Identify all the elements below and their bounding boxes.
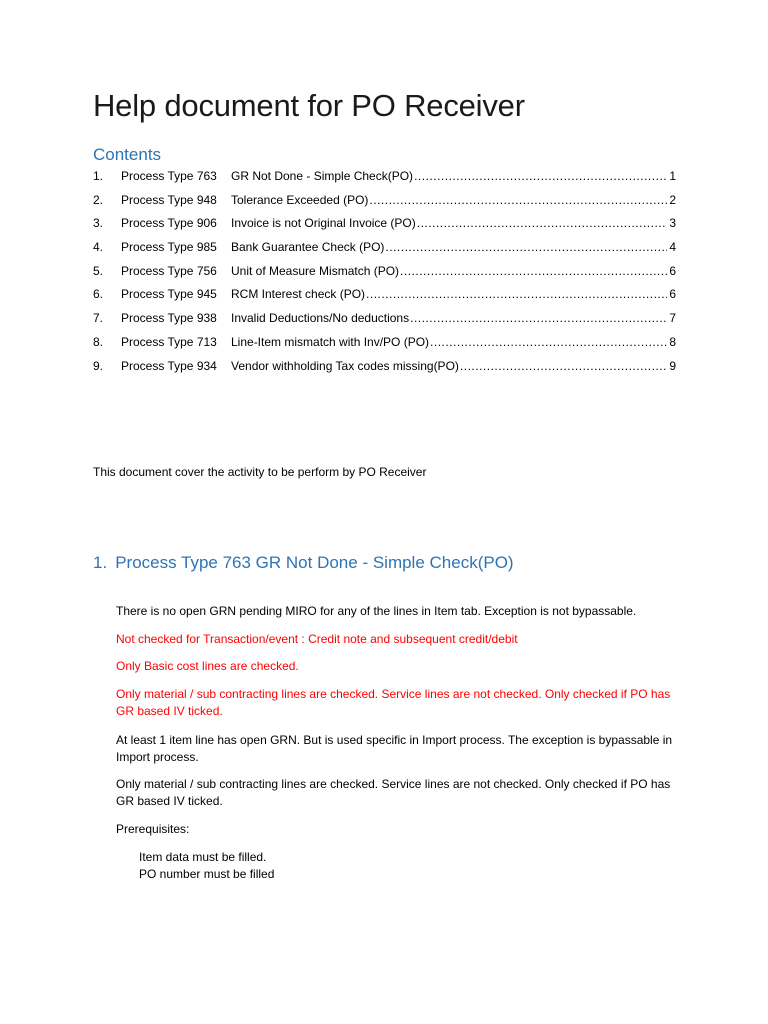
toc-entry-page: 3 xyxy=(669,216,676,231)
table-of-contents xyxy=(93,169,676,382)
toc-entry-description: Tolerance Exceeded (PO) xyxy=(231,192,369,207)
toc-entry-description: Invoice is not Original Invoice (PO) xyxy=(231,216,416,231)
toc-entry-page: 9 xyxy=(669,358,676,373)
toc-entry[interactable] xyxy=(93,311,676,335)
toc-entry-page: 4 xyxy=(669,240,676,255)
toc-leader-dots xyxy=(366,287,667,301)
toc-entry-process: Process Type 985 xyxy=(121,240,217,255)
toc-leader-dots xyxy=(460,359,667,373)
prerequisites-list xyxy=(139,849,274,883)
toc-entry-process: Process Type 934 xyxy=(121,358,217,373)
toc-entry[interactable] xyxy=(93,287,676,311)
toc-entry-page: 6 xyxy=(669,287,676,302)
contents-heading: Contents xyxy=(93,145,162,164)
toc-entry-description: Line-Item mismatch with Inv/PO (PO) xyxy=(231,334,430,349)
paragraph-import-process: At least 1 item line has open GRN. But is used specific in Import process. The exception is bypassable in Import process. xyxy=(116,733,673,764)
toc-entry-page: 6 xyxy=(669,263,676,278)
toc-entry-number: 7. xyxy=(93,311,104,326)
toc-entry-process: Process Type 713 xyxy=(121,334,217,349)
toc-leader-dots xyxy=(369,193,667,207)
toc-leader-dots xyxy=(385,240,667,254)
toc-entry-process: Process Type 906 xyxy=(121,216,217,231)
toc-entry-page: 1 xyxy=(669,169,676,183)
toc-entry-number: 2. xyxy=(93,192,104,207)
paragraph-not-checked-transaction: Not checked for Transaction/event : Credit note and subsequent credit/debit xyxy=(116,632,518,646)
toc-entry-process: Process Type 756 xyxy=(121,263,217,278)
toc-entry-page: 2 xyxy=(669,192,676,207)
section-number: 1. xyxy=(93,553,108,572)
toc-entry-process: Process Type 763 xyxy=(121,169,217,183)
toc-entry-number: 5. xyxy=(93,263,104,278)
intro-text: This document cover the activity to be perform by PO Receiver xyxy=(93,465,427,479)
prerequisite-item: Item data must be filled. xyxy=(139,850,267,864)
toc-leader-dots xyxy=(430,335,667,349)
toc-entry[interactable] xyxy=(93,335,676,359)
toc-leader-dots xyxy=(414,169,667,183)
toc-entry-description: GR Not Done - Simple Check(PO) xyxy=(231,169,414,183)
toc-entry-process: Process Type 948 xyxy=(121,192,217,207)
paragraph-no-open-grn: There is no open GRN pending MIRO for any of the lines in Item tab. Exception is not bypassable. xyxy=(116,604,637,618)
prerequisite-item: PO number must be filled xyxy=(139,867,275,881)
toc-entry-number: 4. xyxy=(93,240,104,255)
toc-entry[interactable] xyxy=(93,216,676,240)
prerequisites-label: Prerequisites: xyxy=(116,822,190,836)
section-heading xyxy=(93,553,514,573)
toc-entry-description: RCM Interest check (PO) xyxy=(231,287,366,302)
toc-entry-number: 9. xyxy=(93,358,104,373)
toc-entry-page: 7 xyxy=(669,311,676,326)
toc-entry[interactable] xyxy=(93,169,676,193)
toc-leader-dots xyxy=(400,264,667,278)
toc-entry-process: Process Type 945 xyxy=(121,287,217,302)
toc-entry-number: 8. xyxy=(93,334,104,349)
toc-entry-number: 1. xyxy=(93,169,104,183)
toc-entry-description: Vendor withholding Tax codes missing(PO) xyxy=(231,358,459,373)
toc-entry-number: 6. xyxy=(93,287,104,302)
toc-entry-page: 8 xyxy=(669,334,676,349)
toc-entry[interactable] xyxy=(93,193,676,217)
toc-entry-description: Invalid Deductions/No deductions xyxy=(231,311,410,326)
toc-entry-description: Bank Guarantee Check (PO) xyxy=(231,240,385,255)
document-title: Help document for PO Receiver xyxy=(93,88,525,123)
section-title: Process Type 763 GR Not Done - Simple Check(PO) xyxy=(115,553,514,572)
toc-entry[interactable] xyxy=(93,240,676,264)
toc-leader-dots xyxy=(410,311,667,325)
paragraph-material-lines: Only material / sub contracting lines are checked. Service lines are not checked. Only checked if PO has GR based IV ticked. xyxy=(116,777,671,808)
paragraph-material-lines-red: Only material / sub contracting lines are checked. Service lines are not checked. Only checked if PO has GR based IV ticked. xyxy=(116,687,671,718)
toc-entry-process: Process Type 938 xyxy=(121,311,217,326)
toc-entry[interactable] xyxy=(93,359,676,383)
toc-entry-number: 3. xyxy=(93,216,104,231)
toc-entry[interactable] xyxy=(93,264,676,288)
paragraph-basic-cost-lines: Only Basic cost lines are checked. xyxy=(116,659,299,673)
toc-leader-dots xyxy=(417,216,667,230)
toc-entry-description: Unit of Measure Mismatch (PO) xyxy=(231,263,400,278)
